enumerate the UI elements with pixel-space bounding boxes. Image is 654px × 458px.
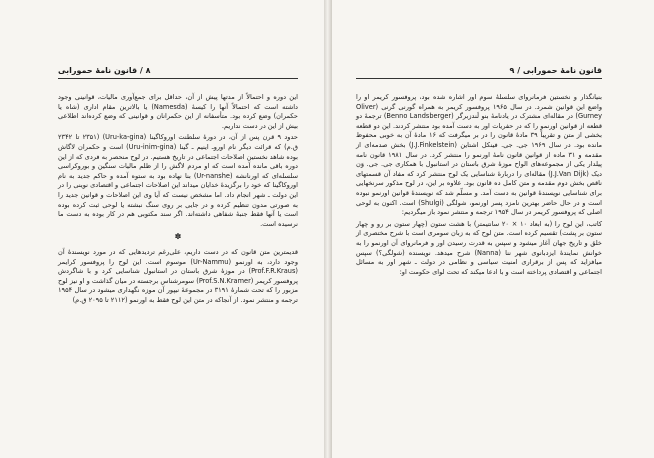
section-divider-icon: ✽ xyxy=(174,232,182,242)
right-paragraph-2: کاتب، این لوح را (به ابعاد ۱۰ × ۲۰ سانتیمتر) با هشت ستون (چهار ستون بر رو و چهار ستون بر پشت) تقسیم کرده است. متن لوح که به زبان سومری است با شرح مختصری از خلق و تاریخ جهان آغاز میشود و سپس به قدرت رسیدن اور و فرمانروای آن اورنمو را به خوانش نمایندهٔ ایزدبانوی شهر ننا (Nanna) شرح میدهد. نویسنده (شولگی؟) سپس میافزاید که پس از برقراری امنیت سیاسی و نظامی در دولت ـ شهر اور به مسائل اجتماعی و اقتصادی پرداخته است و با ادعا میکند که تحت لوای حکومت او: xyxy=(356,219,602,276)
left-page-header: ۸ / قانون نامهٔ حمورابی xyxy=(58,66,298,79)
left-page xyxy=(0,0,326,458)
right-page-header: قانون نامهٔ حمورابی / ۹ xyxy=(356,66,602,79)
right-paragraph-1: بنیانگذار و نخستین فرمانروای سلسلهٔ سوم اور اشاره شده بود، پروفسور کریمر او را واضع این قوانین شمرد. در سال ۱۹۶۵ پروفسور کریمر به همراه گورنی گرنی (Oliver Gurney) در مقاله‌ای مشترک در یادنامهٔ بنو لَندزبرگر (Benno Landsberger) ترجمهٔ دو قطعه از قوانین اورنمو را که در حفریات اور به دست آمده بود منتشر کردند. این دو قطعه بخشی از متن و تقریباً ۳۹ مادهٔ قانون را در بر میگرفت که ۱۶ مادهٔ آن به خوبی محفوظ مانده بود. در سال ۱۹۶۹ جی. جی. فینکل اشتاین (J.J.Finkelstein) بخش صدمه‌ای از مقدمه و ۳۱ ماده از قوانین قانون نامهٔ اورنمو را منتشر کرد. در سال ۱۹۸۱ قانون نامه پیلدار یکی از مجموعه‌های الواح موزهٔ شرق باستان در استانبول با همکاری جی. جی. وَن دیک (J.J.Van Dijk) مقاله‌ای را دربارهٔ شناسایی یک لوح منتشر کرد که مفاد آن قسمتهای ناقص بخش دوم مقدمه و متن کامل ده قانون بود. علاوه بر این، در لوح مذکور سرنخهایی برای شناسایی نویسندهٔ قوانین به دست آمد. و مسلّم شد که نویسندهٔ قوانین اورنمو نبوده است و در حال حاضر بهترین نامزد پسر اورنمو، شولگی (Shulgi) است. اکنون به لوحی اصلی که پروفسور کریمر در سال ۱۹۵۴ ترجمه و منتشر نمود باز میگردیم: xyxy=(356,93,603,217)
right-page xyxy=(330,0,654,458)
left-paragraph-2: حدود ۹ قرن پس از آن، در دورهٔ سلطنت اوروکاگینا (Uru-ka-gina) (۲۳۵۱ تا ۲۳۴۲ ق.م) که قرائت دیگر نام اوروـ اینیم ـ گینا (Uru-inim-gina) است و حکمران لاگاش بوده شاهد نخستین اصلاحات اجتماعی در تاریخ هستیم. در لوح منحصر به فردی که از این دوره باقی مانده آمده است که او مردم لاگش را از ظلم مالیات سنگین و بوروکراسی سلسله‌ای که اورنانشه (Ur-nanshe) بنا نهاده بود به ستوه آمده و حاکم جدید به نام اوروکاگینا که خود را برگزیدهٔ خدایان میداند این اصلاحات اجتماعی و اقتصادی نوینی را در این دولت ـ شهر انجام داد. اما مشخص نیست که آیا وی این اصلاحات و قوانین جدید را به صورتی مدون تنظیم کرده و در جایی بر روی سنگ نبشته یا لوحی ثبت کرده بوده است یا آنها فقط جنبهٔ شفاهی داشته‌اند. اگر سند مکتوبی هم در کار بوده به دست ما نرسیده است. xyxy=(58,133,298,228)
left-paragraph-1: این دوره و احتمالاً از مدتها پیش از آن، حداقل برای جمع‌آوری مالیات، قوانینی وجود داشته است که احتمالاً آنها را ‌کیسهٔ (Namesda) یا بالاترین مقام اداری (شاه یا حکمران) وضع کرده بود. متأسفانه از این حکمرانان و قوانینی که وضع کرده‌اند اطلاعی بیش از این در دست نداریم. xyxy=(58,93,298,130)
right-page-body xyxy=(356,93,602,277)
left-page-body xyxy=(58,93,298,305)
left-paragraph-3: قدیمترین متن قانون که در دست داریم، علی‌رغم تردیدهایی که در مورد نویسندهٔ آن وجود دارد، به اورنمو (Ur-Nammu) موسوم است. این لوح را پروفسور کرایمر (Prof.F.R.Kraus) در موزهٔ شرق باستان در استانبول شناسایی کرد و با شاگردش پروفسور کریمر (Prof.S.N.Kramer) سومرشناس برجسته در میان گذاشت و او نیز لوح مزبور را که تحت شمارهٔ ۳۱۹۱ در مجموعهٔ نیپور آن موزه نگهداری میشود در سال ۱۹۵۴ ترجمه و منتشر نمود. از آنجاکه در متن این لوح فقط به اورنمو (۲۱۱۲ تا ۲۰۹۵ ق.م) xyxy=(58,247,299,304)
